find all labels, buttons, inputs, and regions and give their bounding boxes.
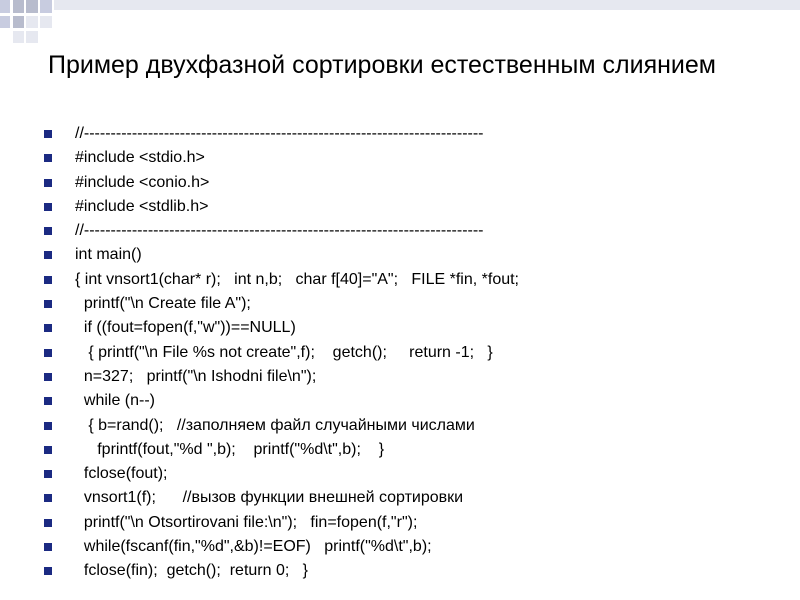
square-bullet-icon [44,251,52,259]
code-line-text: int main() [75,246,142,264]
code-line-text: n=327; printf("\n Ishodni file\n"); [75,367,317,385]
square-bullet-icon [44,422,52,430]
deco-square [13,0,24,13]
code-line-text: #include <stdlib.h> [75,197,209,215]
code-line-text: while (n--) [75,392,156,410]
deco-line [54,0,800,10]
square-bullet-icon [44,446,52,454]
square-bullet-icon [44,324,52,332]
code-line-text: printf("\n Create file A"); [75,295,251,313]
code-line-text: vnsort1(f); //вызов функции внешней сортировки [75,489,464,507]
code-line-text: #include <conio.h> [75,173,210,191]
code-line-text: fclose(fin); getch(); return 0; } [75,562,308,580]
deco-square [13,31,24,43]
deco-square [40,0,52,13]
code-line-text: //--------------------------------------------------------------------------- [75,222,484,240]
square-bullet-icon [44,567,52,575]
square-bullet-icon [44,373,52,381]
code-line-text: //--------------------------------------------------------------------------- [75,125,484,142]
square-bullet-icon [44,543,52,551]
code-line-text: printf("\n Otsortirovani file:\n"); fin=fopen(f,"r"); [75,513,418,531]
square-bullet-icon [44,227,52,235]
code-line-text: { int vnsort1(char* r); int n,b; char f[40]="A"; FILE *fin, *fout; [75,270,519,288]
square-bullet-icon [44,519,52,527]
deco-square [26,16,38,28]
square-bullet-icon [44,154,52,162]
deco-square [26,0,38,13]
code-line-text: if ((fout=fopen(f,"w"))==NULL) [75,319,296,337]
deco-square [40,16,52,28]
code-line-text: fclose(fout); [75,465,168,483]
square-bullet-icon [44,203,52,211]
deco-square [0,16,10,28]
deco-square [13,16,24,28]
square-bullet-icon [44,349,52,357]
deco-square [0,0,10,13]
square-bullet-icon [44,494,52,502]
square-bullet-icon [44,130,52,138]
square-bullet-icon [44,276,52,284]
code-line-text: #include <stdio.h> [75,149,205,167]
square-bullet-icon [44,300,52,308]
code-line-text: while(fscanf(fin,"%d",&b)!=EOF) printf("%d\t",b); [75,538,432,556]
code-line-text: { b=rand(); //заполняем файл случайными числами [75,416,475,434]
square-bullet-icon [44,397,52,405]
deco-square [26,31,38,43]
code-line-text: fprintf(fout,"%d ",b); printf("%d\t",b); } [75,440,385,458]
slide-title: Пример двухфазной сортировки естественным слиянием [48,51,716,79]
code-line-text: { printf("\n File %s not create",f); getch(); return -1; } [75,343,493,361]
square-bullet-icon [44,470,52,478]
square-bullet-icon [44,179,52,187]
